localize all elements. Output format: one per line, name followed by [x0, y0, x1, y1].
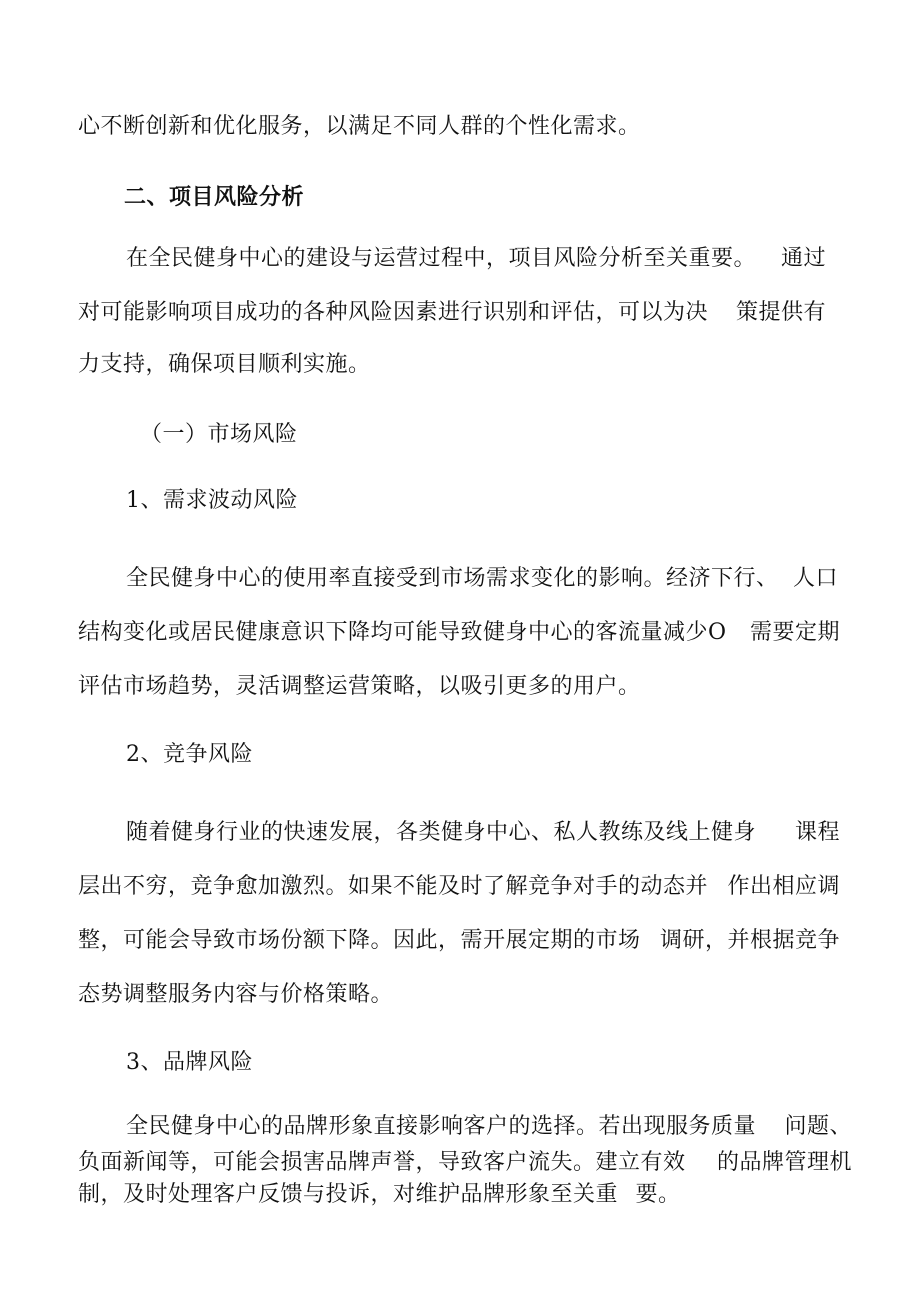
text-segment: 负面新闻等，可能会损害品牌声誉，导致客户流失。建立有效	[78, 1150, 686, 1175]
subsection-heading: （一）市场风险	[140, 422, 298, 447]
section-intro-line-3	[78, 350, 371, 380]
text-segment: 层出不穷，竞争愈加激烈。如果不能及时了解竞争对手的动态并	[78, 874, 709, 899]
item-3-line-1	[126, 1112, 852, 1142]
item-3-line-3	[78, 1180, 681, 1210]
text-segment: 在全民健身中心的建设与运营过程中，项目风险分析至关重要。	[126, 246, 757, 271]
item-heading-3: 3、品牌风险	[126, 1050, 253, 1075]
text-segment: 全民健身中心的品牌形象直接影响客户的选择。若出现服务质量	[126, 1114, 757, 1139]
text-segment: 评估市场趋势，灵活调整运营策略，以吸引更多的用户。	[78, 674, 641, 699]
text-segment: 需要定期	[749, 620, 840, 645]
text-segment: 问题、	[784, 1114, 852, 1139]
text-segment: 结构变化或居民健康意识下降均可能导致健身中心的客流量减少O	[78, 620, 727, 645]
text-segment: 作出相应调	[727, 874, 840, 899]
item-heading-1: 1、需求波动风险	[126, 488, 298, 513]
section-heading: 二、项目风险分析	[124, 184, 305, 210]
item-1-line-1	[126, 564, 838, 594]
item-2-line-4	[78, 980, 393, 1010]
item-3-line-2	[78, 1148, 852, 1178]
item-2-line-1	[126, 818, 840, 848]
text-segment: 对可能影响项目成功的各种风险因素进行识别和评估，可以为决	[78, 300, 709, 325]
item-2-line-3	[78, 926, 840, 956]
text-segment: 的品牌管理机	[716, 1150, 852, 1175]
text-segment: 力支持，确保项目顺利实施。	[78, 352, 371, 377]
item-1-line-2	[78, 618, 840, 648]
item-1-line-3	[78, 672, 641, 702]
text-segment: 要。	[635, 1182, 681, 1207]
text-segment: 人口	[792, 566, 838, 591]
item-2-line-2	[78, 872, 840, 902]
section-intro-line-2	[78, 298, 826, 328]
text-segment: 整，可能会导致市场份额下降。因此，需开展定期的市场	[78, 928, 641, 953]
section-intro-line-1	[126, 244, 826, 274]
text-segment: 随着健身行业的快速发展，各类健身中心、私人教练及线上健身	[126, 820, 757, 845]
text-segment: 调研，并根据竞争	[659, 928, 840, 953]
text-segment: 态势调整服务内容与价格策略。	[78, 982, 394, 1007]
text-segment: 通过	[780, 246, 826, 271]
text-segment: 课程	[794, 820, 840, 845]
item-heading-2: 2、竞争风险	[126, 742, 253, 767]
text-segment: 全民健身中心的使用率直接受到市场需求变化的影响。经济下行、	[126, 566, 779, 591]
text-segment: 策提供有	[735, 300, 826, 325]
text-segment: 制，及时处理客户反馈与投诉，对维护品牌形象至关重	[78, 1182, 619, 1207]
intro-tail-line: 心不断创新和优化服务，以满足不同人群的个性化需求。	[78, 114, 641, 139]
